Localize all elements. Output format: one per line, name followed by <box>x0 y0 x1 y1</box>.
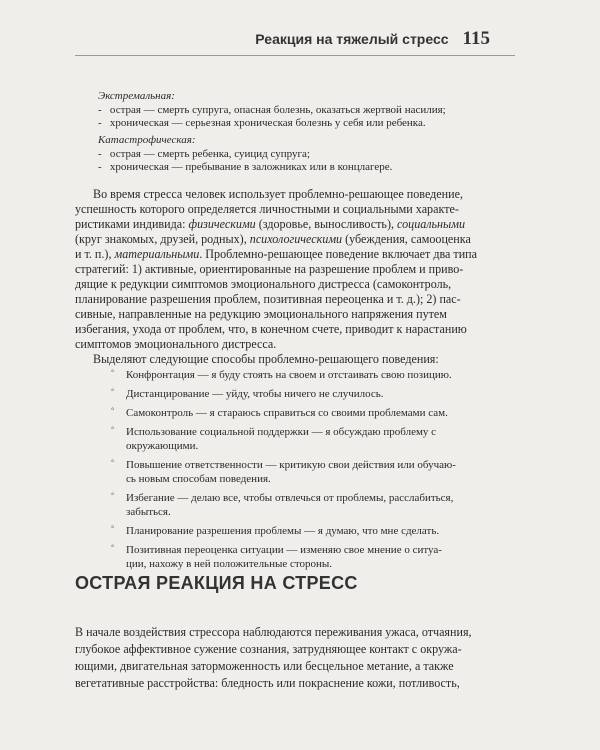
list-item-text: Повышение ответственности — критикую свои действия или обучаю- <box>126 459 456 471</box>
text-run: (круг знакомых, друзей, родных), <box>75 232 250 246</box>
bullet-icon: ° <box>111 387 115 396</box>
list-item-text: забыться. <box>126 506 171 518</box>
list-item: - хроническая — пребывание в заложниках или в концлагере. <box>98 161 393 173</box>
list-item-text: Планирование разрешения проблемы — я думаю, что мне сделать. <box>126 525 440 537</box>
text-line: дящие к редукции симптомов эмоционального дистресса (самоконтроль, <box>75 277 452 291</box>
header-rule <box>75 55 515 56</box>
running-title: Реакция на тяжелый стресс <box>255 31 449 47</box>
text-line: избегания, ухода от проблем, что, в конечном счете, приводит к нарастанию <box>75 322 467 336</box>
text-line <box>75 217 515 232</box>
text-line <box>75 232 515 247</box>
bullet-icon: ° <box>111 543 115 552</box>
section-heading: ОСТРАЯ РЕАКЦИЯ НА СТРЕСС <box>75 573 358 593</box>
text-run: ристиками индивида: <box>75 217 189 231</box>
emphasis: материальными <box>114 247 200 261</box>
bullet-icon: ° <box>111 491 115 500</box>
emphasis: физическими <box>188 217 256 231</box>
paragraph-acute-reaction <box>75 624 515 692</box>
list-item <box>108 425 468 453</box>
text-line: стратегий: 1) активные, ориентированные на разрешение проблем и приво- <box>75 262 464 276</box>
extreme-block <box>98 90 446 131</box>
text-line: Во время стресса человек использует проблемно-решающее поведение, <box>93 187 464 201</box>
list-item <box>108 406 468 420</box>
list-item-text: сь новым способам поведения. <box>126 473 271 485</box>
text-line: ющими, двигательная заторможенность или бесцельное метание, а также <box>75 659 454 673</box>
list-item-text: хроническая — пребывание в заложниках или в концлагере. <box>109 161 393 173</box>
category-label: Катастрофическая: <box>98 134 196 146</box>
list-item-text: Дистанцирование — уйду, чтобы ничего не случилось. <box>126 388 384 400</box>
text-line: вегетативные расстройства: бледность или покраснение кожи, потливость, <box>75 676 460 690</box>
bullet-icon: ° <box>111 524 115 533</box>
page-header <box>255 28 490 50</box>
text-line: Выделяют следующие способы проблемно-решающего поведения: <box>93 352 439 366</box>
list-item-text: Избегание — делаю все, чтобы отвлечься от проблемы, расслабиться, <box>126 492 454 504</box>
coping-strategies-list <box>108 368 468 576</box>
list-item <box>108 524 468 538</box>
list-item-text: острая — смерть ребенка, суицид супруга; <box>109 147 310 160</box>
paragraph-coping <box>75 187 515 367</box>
list-item-text: Конфронтация — я буду стоять на своем и отстаивать свою позицию. <box>126 369 452 381</box>
emphasis: психологическими <box>249 232 343 246</box>
text-line: В начале воздействия стрессора наблюдаются переживания ужаса, отчаяния, <box>75 625 472 639</box>
text-run: и т. п.), <box>75 247 115 261</box>
list-item: - острая — смерть ребенка, суицид супруга; <box>98 147 310 160</box>
list-item-text: Позитивная переоценка ситуации — изменяю свое мнение о ситуа- <box>126 544 442 556</box>
text-line: глубокое аффективное сужение сознания, затрудняющее контакт с окружа- <box>75 642 462 656</box>
list-item <box>108 543 468 571</box>
text-line <box>75 247 515 262</box>
list-item: - острая — смерть супруга, опасная болезнь, оказаться жертвой насилия; <box>98 103 446 116</box>
bullet-icon: ° <box>111 425 115 434</box>
text-line: успешность которого определяется личностными и социальными характе- <box>75 202 459 216</box>
text-run: . Проблемно-решающее поведение включает два типа <box>199 247 478 261</box>
text-line: планирование разрешения проблем, позитивная переоценка и т. д.); 2) пас- <box>75 292 461 306</box>
category-label: Экстремальная: <box>98 90 175 102</box>
page-number: 115 <box>462 28 490 49</box>
bullet-icon: ° <box>111 458 115 467</box>
text-run: (убеждения, самооценка <box>342 232 471 246</box>
list-item-text: Самоконтроль — я стараюсь справиться со своими проблемами сам. <box>126 407 448 419</box>
text-line: сивные, направленные на редукцию эмоционального напряжения путем <box>75 307 447 321</box>
list-item-text: хроническая — серьезная хроническая болезнь у себя или ребенка. <box>109 117 426 129</box>
list-item-text: ции, нахожу в ней положительные стороны. <box>126 558 333 570</box>
list-item <box>108 491 468 519</box>
list-item <box>108 368 468 382</box>
list-item-text: окружающими. <box>126 440 199 452</box>
list-item: - хроническая — серьезная хроническая болезнь у себя или ребенка. <box>98 117 426 129</box>
list-item <box>108 387 468 401</box>
bullet-icon: ° <box>111 406 115 415</box>
emphasis: социальными <box>397 217 466 231</box>
text-line: симптомов эмоционального дистресса. <box>75 337 277 351</box>
bullet-icon: ° <box>111 368 115 377</box>
list-item-text: Использование социальной поддержки — я обсуждаю проблему с <box>126 426 437 438</box>
text-run: (здоровье, выносливость), <box>255 217 398 231</box>
list-item-text: острая — смерть супруга, опасная болезнь, оказаться жертвой насилия; <box>109 103 446 116</box>
catastrophic-block <box>98 134 392 175</box>
list-item <box>108 458 468 486</box>
